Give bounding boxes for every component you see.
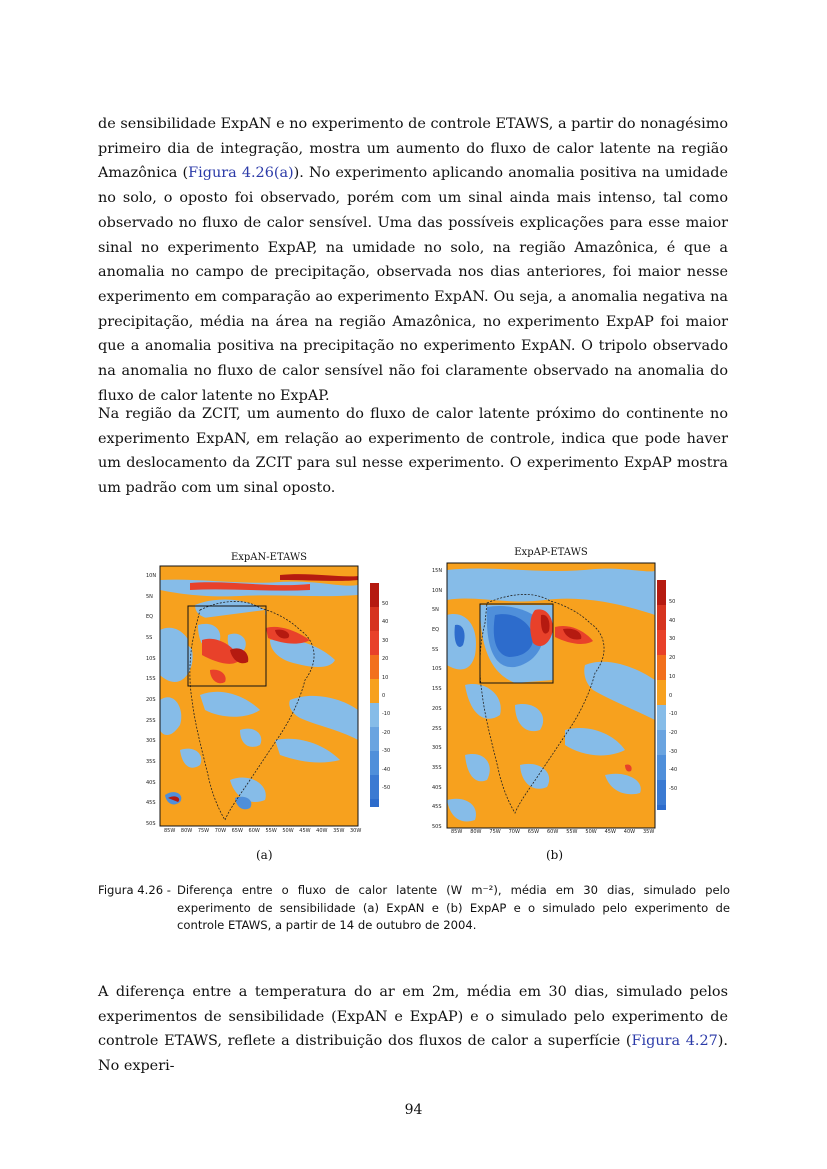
panel-a-y-tick: 30S	[146, 738, 156, 745]
panel-b-colorbar-tick: -10	[669, 711, 678, 718]
figure-caption-text: Diferença entre o fluxo de calor latente (W m⁻²), média em 30 dias, simulado pelo experimento de sensibilidade (a) ExpAN e (b) ExpAP e o simulado pelo experimento de controle ETAWS, a partir de 14 de outubro de 2004.	[177, 883, 730, 933]
panel-b-y-tick: 10S	[432, 666, 442, 673]
panel-a-x-tick: 50W	[282, 828, 294, 834]
panel-b-y-tick: 5S	[432, 646, 439, 653]
panel-b-y-tick: 20S	[432, 705, 442, 712]
panel-b-y-tick: 50S	[432, 824, 442, 830]
panel-b-x-tick: 50W	[585, 829, 597, 835]
panel-b-y-tick: 25S	[432, 725, 442, 732]
panel-a-y-tick: 5S	[146, 635, 153, 641]
panel-b-y-tick: 5N	[432, 607, 439, 614]
panel-a-colorbar-tick: -20	[382, 729, 391, 736]
panel-a-y-tick: 40S	[146, 779, 156, 786]
panel-b-y-tick: 35S	[432, 764, 442, 771]
figure-reference-link-4-26a[interactable]: Figura 4.26(a)	[188, 165, 294, 182]
panel-a-colorbar-tick: 10	[382, 674, 389, 681]
panel-a-y-tick: 10S	[146, 655, 156, 662]
panel-a-y-tick: 35S	[146, 759, 156, 765]
panel-a-title: ExpAN-ETAWS	[230, 552, 308, 563]
panel-b-colorbar-tick: 40	[669, 617, 676, 624]
panel-b-y-tick: 15S	[432, 686, 442, 693]
panel-b-x-tick: 45W	[604, 829, 616, 835]
panel-b-colorbar-tick: -40	[669, 767, 678, 774]
paragraph-1	[98, 112, 728, 408]
subcaption-a: (a)	[256, 848, 273, 862]
panel-b-x-tick: 35W	[643, 829, 655, 835]
paragraph-2: Na região da ZCIT, um aumento do fluxo de calor latente próximo do continente no experimento ExpAN, em relação ao experimento de controle, indica que pode haver um deslocamento da ZCIT para sul nesse experimento. O experimento ExpAP mostra um padrão com um sinal oposto.	[98, 406, 728, 497]
paragraph-1-text-b: ). No experimento aplicando anomalia positiva na umidade no solo, o oposto foi observado, porém com um sinal ainda mais intenso, tal como observado no fluxo de calor sensível. Uma das possíveis explicações para esse maior sinal no experimento ExpAP, na umidade no solo, na região Amazônica, é que a anomalia no campo de precipitação, observada nos dias anteriores, foi maior nesse experimento em comparação ao experimento ExpAN. Ou seja, a anomalia negativa na precipitação, média na área na região Amazônica, no experimento ExpAP foi maior que a anomalia positiva na precipitação no experimento ExpAN. O tripolo observado na anomalia no fluxo de calor sensível não foi claramente observado na anomalia do fluxo de calor latente no ExpAP.	[98, 165, 729, 404]
panel-a-colorbar-tick: -40	[382, 766, 391, 773]
panel-b-map	[425, 545, 678, 835]
panel-a-y-tick: 10N	[146, 573, 157, 579]
panel-a-y-tick: 20S	[146, 697, 156, 703]
panel-a-x-tick: 45W	[299, 828, 311, 834]
panel-a-y-tick: 50S	[146, 821, 156, 827]
panel-a-map	[140, 550, 390, 835]
panel-a-x-tick: 65W	[231, 828, 243, 834]
panel-a-x-tick: 75W	[197, 828, 210, 834]
panel-b-x-tick: 60W	[547, 829, 559, 835]
panel-b-x-tick: 55W	[566, 829, 578, 835]
panel-a-x-tick: 80W	[180, 828, 193, 834]
panel-a-colorbar-tick: 20	[382, 656, 389, 663]
panel-a-y-tick: 5N	[146, 593, 153, 600]
paragraph-1-text-a: de sensibilidade ExpAN e no experimento de controle ETAWS, a partir do nonagésimo primeiro dia de integração, mostra um aumento do fluxo de calor latente na região Amazônica (	[98, 116, 728, 182]
panel-b-y-tick: 45S	[432, 804, 442, 811]
panel-b-title: ExpAP-ETAWS	[514, 547, 588, 558]
panel-b-y-tick: 30S	[432, 745, 442, 752]
panel-a-y-tick: EQ	[146, 614, 154, 621]
panel-a-x-tick: 55W	[265, 828, 277, 834]
panel-b-y-tick: 15N	[432, 568, 443, 574]
figure-panel-b	[425, 545, 678, 835]
panel-b-y-tick: EQ	[432, 627, 440, 634]
figure-reference-link-4-27[interactable]: Figura 4.27	[631, 1033, 718, 1050]
panel-b-colorbar-tick: -50	[669, 786, 678, 792]
panel-a-x-tick: 70W	[214, 828, 227, 834]
panel-a-colorbar-tick: -10	[382, 711, 391, 718]
panel-a-x-tick: 30W	[350, 828, 362, 834]
paragraph-3	[98, 980, 728, 1079]
subcaption-b: (b)	[546, 848, 564, 862]
panel-a-colorbar-tick: -50	[382, 785, 391, 791]
panel-b-y-tick: 10N	[432, 587, 443, 594]
panel-b-colorbar-tick: -20	[669, 729, 678, 736]
panel-b-x-tick: 85W	[451, 829, 463, 835]
panel-a-colorbar-tick: 50	[382, 601, 389, 607]
panel-a-y-tick: 15S	[146, 676, 156, 683]
panel-b-colorbar-tick: 10	[669, 673, 676, 680]
panel-b-x-tick: 80W	[470, 829, 482, 835]
panel-b-colorbar-tick: -30	[669, 748, 678, 755]
panel-a-x-tick: 35W	[333, 828, 345, 834]
panel-b-colorbar-tick: 50	[669, 599, 676, 605]
panel-a-colorbar-tick: 30	[382, 637, 389, 644]
panel-a-colorbar-tick: 0	[382, 693, 386, 699]
panel-a-colorbar-tick: 40	[382, 619, 389, 626]
panel-b-colorbar-tick: 0	[669, 692, 673, 699]
page-number: 94	[404, 1102, 423, 1118]
panel-b-x-tick: 75W	[489, 829, 501, 835]
paragraph-3-text-b: ). No experi-	[98, 1033, 728, 1075]
panel-a-colorbar-tick: -30	[382, 748, 391, 755]
panel-b-y-tick: 40S	[432, 784, 442, 791]
paragraph-3-text-a: A diferença entre a temperatura do ar em 2m, média em 30 dias, simulado pelos experimentos de sensibilidade (ExpAN e ExpAP) e o simulado pelo experimento de controle ETAWS, reflete a distribuição dos fluxos de calor a superfície (	[98, 984, 728, 1050]
panel-a-y-tick: 25S	[146, 717, 156, 724]
panel-b-colorbar-tick: 30	[669, 636, 676, 643]
figure-panel-a	[140, 550, 390, 835]
panel-a-x-tick: 40W	[316, 828, 328, 834]
panel-b-x-tick: 65W	[527, 829, 540, 835]
panel-b-x-tick: 70W	[508, 829, 520, 835]
panel-a-y-tick: 45S	[146, 800, 156, 807]
panel-a-x-tick: 60W	[248, 828, 260, 834]
panel-a-x-tick: 85W	[164, 828, 176, 834]
panel-b-x-tick: 40W	[623, 829, 636, 835]
panel-b-colorbar-tick: 20	[669, 655, 676, 662]
figure-caption-label: Figura 4.26 -	[98, 883, 171, 897]
